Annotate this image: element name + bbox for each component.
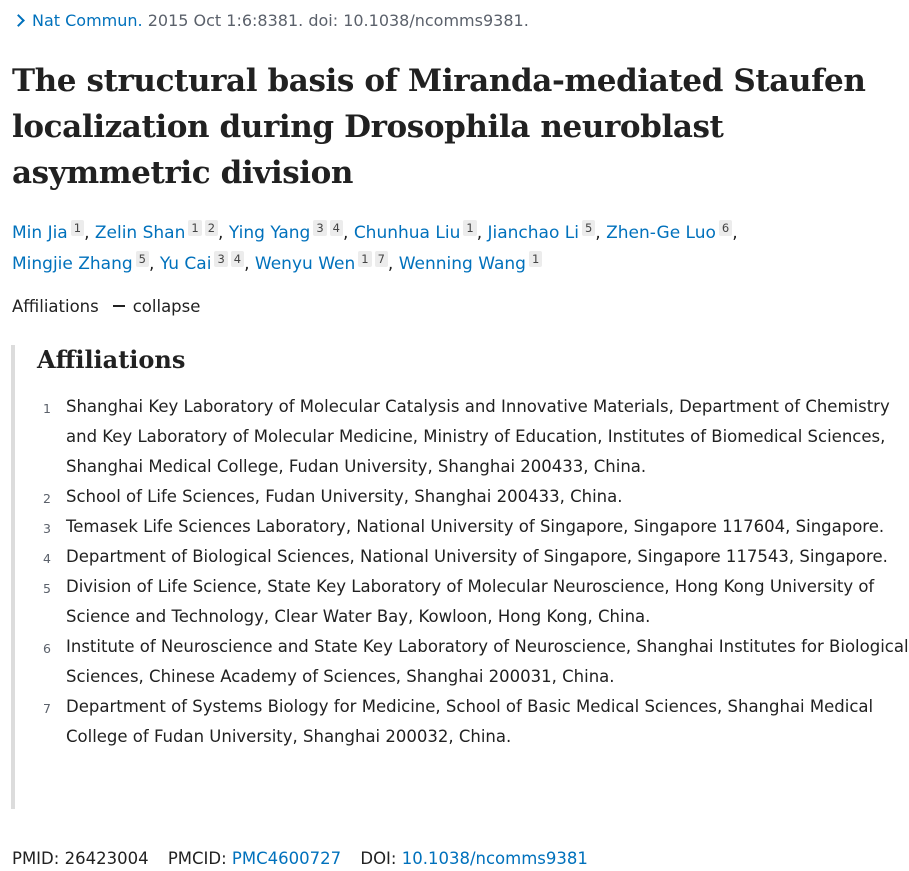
affiliations-heading: Affiliations bbox=[37, 345, 186, 374]
author-name-link[interactable]: Jianchao Li bbox=[487, 223, 579, 243]
affiliation-ref[interactable]: 1 bbox=[188, 220, 201, 236]
affiliation-number: 5 bbox=[43, 581, 51, 596]
affiliations-toggle[interactable] bbox=[12, 295, 200, 319]
chevron-right-icon[interactable] bbox=[12, 14, 25, 27]
affiliation-ref[interactable]: 5 bbox=[136, 251, 149, 267]
affiliation-ref[interactable]: 1 bbox=[358, 251, 371, 267]
author-item: Zelin Shan 1 2 , bbox=[94, 221, 229, 243]
author-name-link[interactable]: Min Jia bbox=[12, 223, 68, 243]
affiliation-ref[interactable]: 1 bbox=[529, 251, 542, 267]
affiliation-ref[interactable]: 4 bbox=[330, 220, 343, 236]
author-name-link[interactable]: Zhen-Ge Luo bbox=[606, 223, 716, 243]
affiliation-item bbox=[15, 632, 909, 692]
author-item: Chunhua Liu 1 , bbox=[353, 221, 488, 243]
pmid-label: PMID: bbox=[12, 849, 60, 868]
citation-details: 2015 Oct 1:6:8381. doi: 10.1038/ncomms9381. bbox=[147, 11, 529, 30]
affiliation-text: Shanghai Key Laboratory of Molecular Catalysis and Innovative Materials, Department of Chemistry and Key Laboratory of Molecular Medicine, Ministry of Education, Institutes of Biomedical Sciences, Shanghai Medical College, Fudan University, Shanghai 200433, China. bbox=[66, 397, 890, 476]
pmid-value: 26423004 bbox=[64, 849, 149, 868]
doi-label: DOI: bbox=[360, 849, 397, 868]
author-name-link[interactable]: Chunhua Liu bbox=[353, 223, 461, 243]
author-item: Jianchao Li 5 , bbox=[487, 221, 607, 243]
affiliation-item bbox=[15, 512, 909, 542]
affiliation-ref[interactable]: 4 bbox=[231, 251, 244, 267]
affiliation-text: Division of Life Science, State Key Laboratory of Molecular Neuroscience, Hong Kong University of Science and Technology, Clear Water Bay, Kowloon, Hong Kong, China. bbox=[66, 577, 875, 626]
affiliation-number: 2 bbox=[43, 491, 51, 506]
author-name-link[interactable]: Ying Yang bbox=[228, 223, 311, 243]
identifiers-line bbox=[12, 847, 588, 871]
author-name-link[interactable]: Wenyu Wen bbox=[254, 254, 356, 274]
affiliation-number: 3 bbox=[43, 521, 51, 536]
pmcid-label: PMCID: bbox=[167, 849, 227, 868]
journal-link[interactable]: Nat Commun. bbox=[32, 11, 143, 30]
affiliations-list bbox=[15, 392, 909, 752]
affiliation-text: School of Life Sciences, Fudan University, Shanghai 200433, China. bbox=[66, 487, 623, 506]
author-name-link[interactable]: Yu Cai bbox=[159, 254, 212, 274]
affiliations-toggle-label: Affiliations bbox=[12, 297, 99, 316]
collapse-label[interactable]: collapse bbox=[132, 297, 201, 316]
affiliation-ref[interactable]: 2 bbox=[205, 220, 218, 236]
affiliation-text: Department of Biological Sciences, National University of Singapore, Singapore 117543, Singapore. bbox=[66, 547, 888, 566]
minus-icon bbox=[113, 305, 125, 307]
author-item: Yu Cai 3 4 , bbox=[159, 252, 255, 274]
affiliation-item bbox=[15, 692, 909, 752]
author-item: Ying Yang 3 4 , bbox=[228, 221, 354, 243]
author-item: Zhen-Ge Luo 6 , bbox=[606, 221, 738, 243]
author-name-link[interactable]: Mingjie Zhang bbox=[12, 254, 133, 274]
pmcid-link[interactable]: PMC4600727 bbox=[231, 849, 342, 868]
affiliation-item bbox=[15, 392, 909, 482]
affiliation-text: Institute of Neuroscience and State Key Laboratory of Neuroscience, Shanghai Institutes for Biological Sciences, Chinese Academy of Sciences, Shanghai 200031, China. bbox=[66, 637, 909, 686]
author-item: Mingjie Zhang 5 , bbox=[12, 252, 160, 274]
affiliation-number: 7 bbox=[43, 701, 51, 716]
affiliation-ref[interactable]: 3 bbox=[313, 220, 326, 236]
affiliation-item bbox=[15, 542, 909, 572]
affiliation-ref[interactable]: 6 bbox=[719, 220, 732, 236]
affiliation-ref[interactable]: 1 bbox=[71, 220, 84, 236]
author-name-link[interactable]: Wenning Wang bbox=[398, 254, 526, 274]
citation-line bbox=[12, 9, 529, 33]
affiliations-panel bbox=[11, 345, 909, 809]
affiliation-item bbox=[15, 482, 909, 512]
doi-link[interactable]: 10.1038/ncomms9381 bbox=[401, 849, 588, 868]
author-item bbox=[399, 254, 543, 274]
affiliation-ref[interactable]: 7 bbox=[375, 251, 388, 267]
affiliation-ref[interactable]: 5 bbox=[582, 220, 595, 236]
affiliation-number: 1 bbox=[43, 401, 51, 416]
author-name-link[interactable]: Zelin Shan bbox=[94, 223, 186, 243]
author-item: Min Jia 1 , bbox=[12, 221, 95, 243]
affiliation-ref[interactable]: 3 bbox=[214, 251, 227, 267]
author-item: Wenyu Wen 1 7 , bbox=[254, 252, 399, 274]
affiliation-text: Department of Systems Biology for Medicine, School of Basic Medical Sciences, Shanghai Medical College of Fudan University, Shanghai 200032, China. bbox=[66, 697, 874, 746]
affiliation-text: Temasek Life Sciences Laboratory, National University of Singapore, Singapore 117604, Singapore. bbox=[66, 517, 885, 536]
author-list bbox=[12, 218, 902, 280]
affiliation-number: 4 bbox=[43, 551, 51, 566]
affiliation-number: 6 bbox=[43, 641, 51, 656]
article-title: The structural basis of Miranda-mediated Staufen localization during Drosophila neuroblast asymmetric division bbox=[12, 63, 866, 191]
affiliation-ref[interactable]: 1 bbox=[463, 220, 476, 236]
affiliation-item bbox=[15, 572, 909, 632]
